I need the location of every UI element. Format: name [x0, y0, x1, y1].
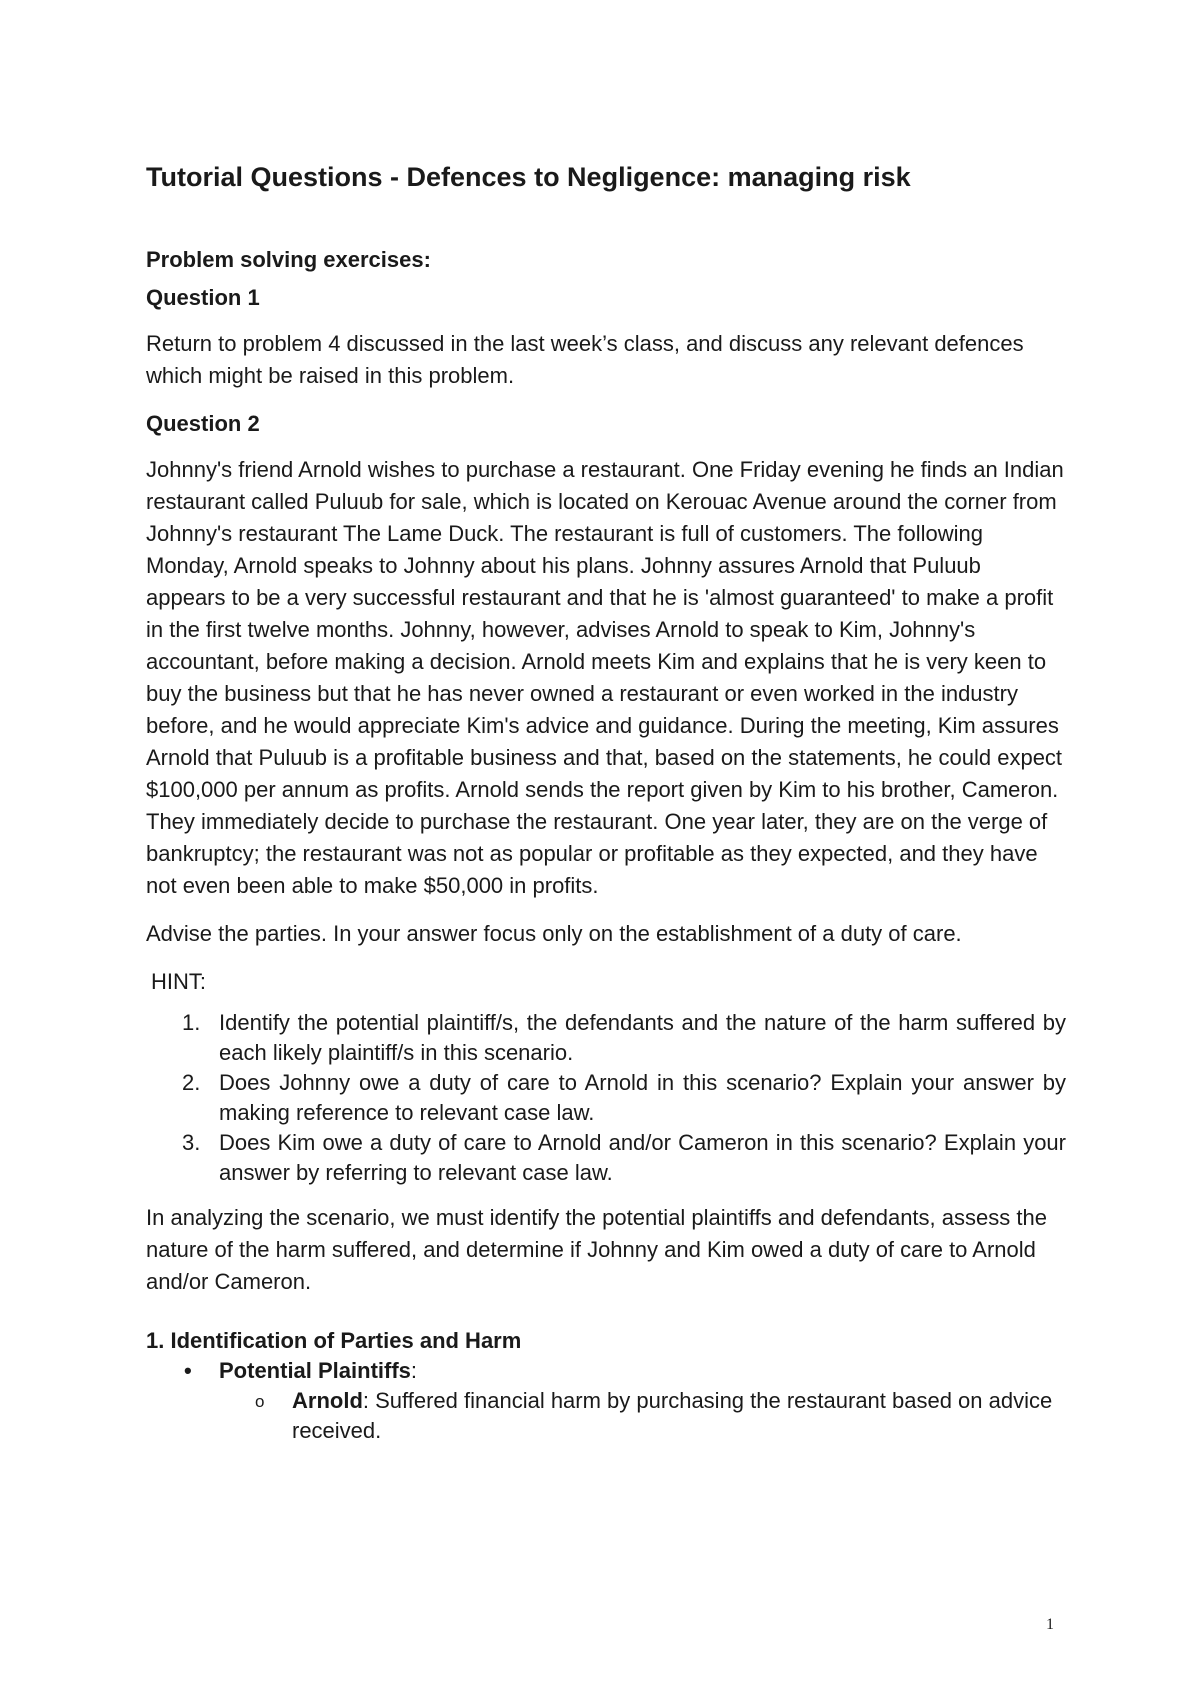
hint-list — [146, 1008, 1066, 1188]
document-title: Tutorial Questions - Defences to Negligence: managing risk — [146, 162, 911, 192]
plaintiff-description: : Suffered financial harm by purchasing the restaurant based on advice received. — [292, 1388, 1053, 1443]
hint-item-number: 1. — [182, 1010, 201, 1035]
hint-label: HINT: — [151, 969, 206, 994]
hint-item — [182, 1008, 1066, 1068]
hint-item-number: 2. — [182, 1070, 201, 1095]
bullet-icon: • — [184, 1358, 192, 1383]
section-1-list — [146, 1356, 1066, 1446]
question-1-text: Return to problem 4 discussed in the last week’s class, and discuss any relevant defences which might be raised in this problem. — [146, 331, 1024, 388]
page-number: 1 — [1046, 1616, 1054, 1633]
hint-item-text: Does Johnny owe a duty of care to Arnold in this scenario? Explain your answer by making reference to relevant case law. — [219, 1070, 1066, 1125]
hint-item-text: Does Kim owe a duty of care to Arnold and/or Cameron in this scenario? Explain your answer by referring to relevant case law. — [219, 1130, 1066, 1185]
plaintiffs-label: Potential Plaintiffs — [219, 1358, 411, 1383]
list-item — [255, 1386, 1066, 1446]
hint-item — [182, 1128, 1066, 1188]
hint-item-number: 3. — [182, 1130, 201, 1155]
list-item — [184, 1356, 1066, 1446]
hint-item — [182, 1068, 1066, 1128]
advise-instruction: Advise the parties. In your answer focus only on the establishment of a duty of care. — [146, 921, 962, 946]
sub-bullet-icon: o — [255, 1392, 265, 1411]
section-1-heading: 1. Identification of Parties and Harm — [146, 1328, 522, 1353]
question-1-heading: Question 1 — [146, 285, 260, 310]
analysis-intro: In analyzing the scenario, we must identify the potential plaintiffs and defendants, assess the nature of the harm suffered, and determine if Johnny and Kim owed a duty of care to Arnold and/or Cameron. — [146, 1205, 1047, 1294]
hint-item-text: Identify the potential plaintiff/s, the defendants and the nature of the harm suffered by each likely plaintiff/s in this scenario. — [219, 1010, 1066, 1065]
plaintiff-name: Arnold — [292, 1388, 363, 1413]
question-2-heading: Question 2 — [146, 411, 260, 436]
document-body — [146, 160, 1066, 1446]
exercises-heading: Problem solving exercises: — [146, 247, 431, 272]
plaintiffs-colon: : — [410, 1358, 418, 1383]
question-2-text: Johnny's friend Arnold wishes to purchase a restaurant. One Friday evening he finds an Indian restaurant called Puluub for sale, which is located on Kerouac Avenue around the corner from Johnny's restaurant The Lame Duck. The restaurant is full of customers. The following Monday, Arnold speaks to Johnny about his plans. Johnny assures Arnold that Puluub appears to be a very successful restaurant and that he is 'almost guaranteed' to make a profit in the first twelve months. Johnny, however, advises Arnold to speak to Kim, Johnny's accountant, before making a decision. Arnold meets Kim and explains that he is very keen to buy the business but that he has never owned a restaurant or even worked in the industry before, and he would appreciate Kim's advice and guidance. During the meeting, Kim assures Arnold that Puluub is a profitable business and that, based on the statements, he could expect $100,000 per annum as profits. Arnold sends the report given by Kim to his brother, Cameron. They immediately decide to purchase the restaurant. One year later, they are on the verge of bankruptcy; the restaurant was not as popular or profitable as they expected, and they have not even been able to make $50,000 in profits. — [146, 457, 1064, 898]
plaintiffs-sublist — [219, 1386, 1066, 1446]
